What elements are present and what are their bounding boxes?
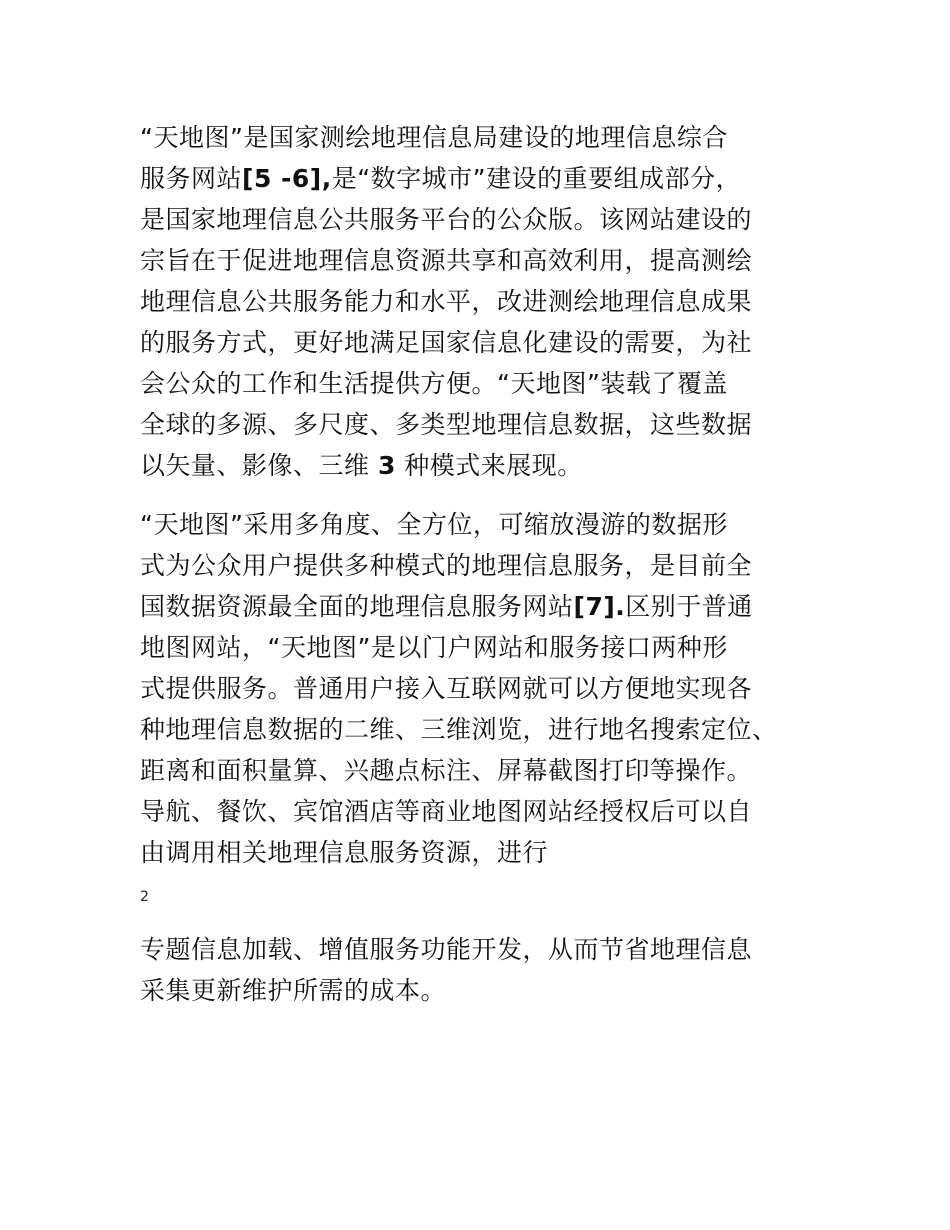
page-number: 2 — [140, 889, 149, 905]
paragraph-1-line-6: 的服务方式，更好地满足国家信息化建设的需要，为社 — [140, 328, 753, 357]
paragraph-3-line-2: 采集更新维护所需的成本。 — [140, 976, 447, 1005]
paragraph-1-line-8: 全球的多源、多尺度、多类型地理信息数据，这些数据 — [140, 410, 753, 439]
paragraph-2-line-1: “天地图”采用多角度、全方位，可缩放漫游的数据形 — [140, 510, 728, 539]
paragraph-1-line-7: 会公众的工作和生活提供方便。“天地图”装载了覆盖 — [140, 369, 728, 398]
paragraph-1-line-2 — [140, 159, 741, 199]
citation: [5 -6], — [242, 164, 332, 193]
text-segment: 以矢量、影像、三维 — [140, 451, 378, 480]
paragraph-3-line-1: 专题信息加载、增值服务功能开发，从而节省地理信息 — [140, 935, 753, 964]
paragraph-1-line-5: 地理信息公共服务能力和水平，改进测绘地理信息成果 — [140, 287, 753, 316]
paragraph-2-line-2: 式为公众用户提供多种模式的地理信息服务，是目前全 — [140, 551, 753, 580]
paragraph-2-line-4: 地图网站，“天地图”是以门户网站和服务接口两种形 — [140, 633, 728, 662]
number: 3 — [377, 451, 396, 480]
paragraph-2-line-9: 由调用相关地理信息服务资源，进行 — [140, 838, 549, 867]
paragraph-2-line-7: 距离和面积量算、兴趣点标注、屏幕截图打印等操作。 — [140, 756, 753, 785]
text-segment: 是“数字城市”建设的重要组成部分， — [331, 164, 742, 193]
citation: [7]. — [573, 592, 626, 621]
paragraph-2-line-6: 种地理信息数据的二维、三维浏览，进行地名搜索定位、 — [140, 715, 778, 744]
paragraph-1-line-1: “天地图”是国家测绘地理信息局建设的地理信息综合 — [140, 123, 728, 152]
paragraph-2-line-8: 导航、餐饮、宾馆酒店等商业地图网站经授权后可以自 — [140, 797, 753, 826]
paragraph-1-line-3: 是国家地理信息公共服务平台的公众版。该网站建设的 — [140, 205, 753, 234]
paragraph-2-line-5: 式提供服务。普通用户接入互联网就可以方便地实现各 — [140, 674, 753, 703]
text-segment: 区别于普通 — [625, 592, 753, 621]
text-segment: 国数据资源最全面的地理信息服务网站 — [140, 592, 574, 621]
text-segment: 服务网站 — [140, 164, 243, 193]
paragraph-2-line-3 — [140, 587, 753, 627]
text-segment: 种模式来展现。 — [395, 451, 583, 480]
paragraph-1-line-4: 宗旨在于促进地理信息资源共享和高效利用，提高测绘 — [140, 246, 753, 275]
paragraph-1-line-9 — [140, 446, 583, 486]
